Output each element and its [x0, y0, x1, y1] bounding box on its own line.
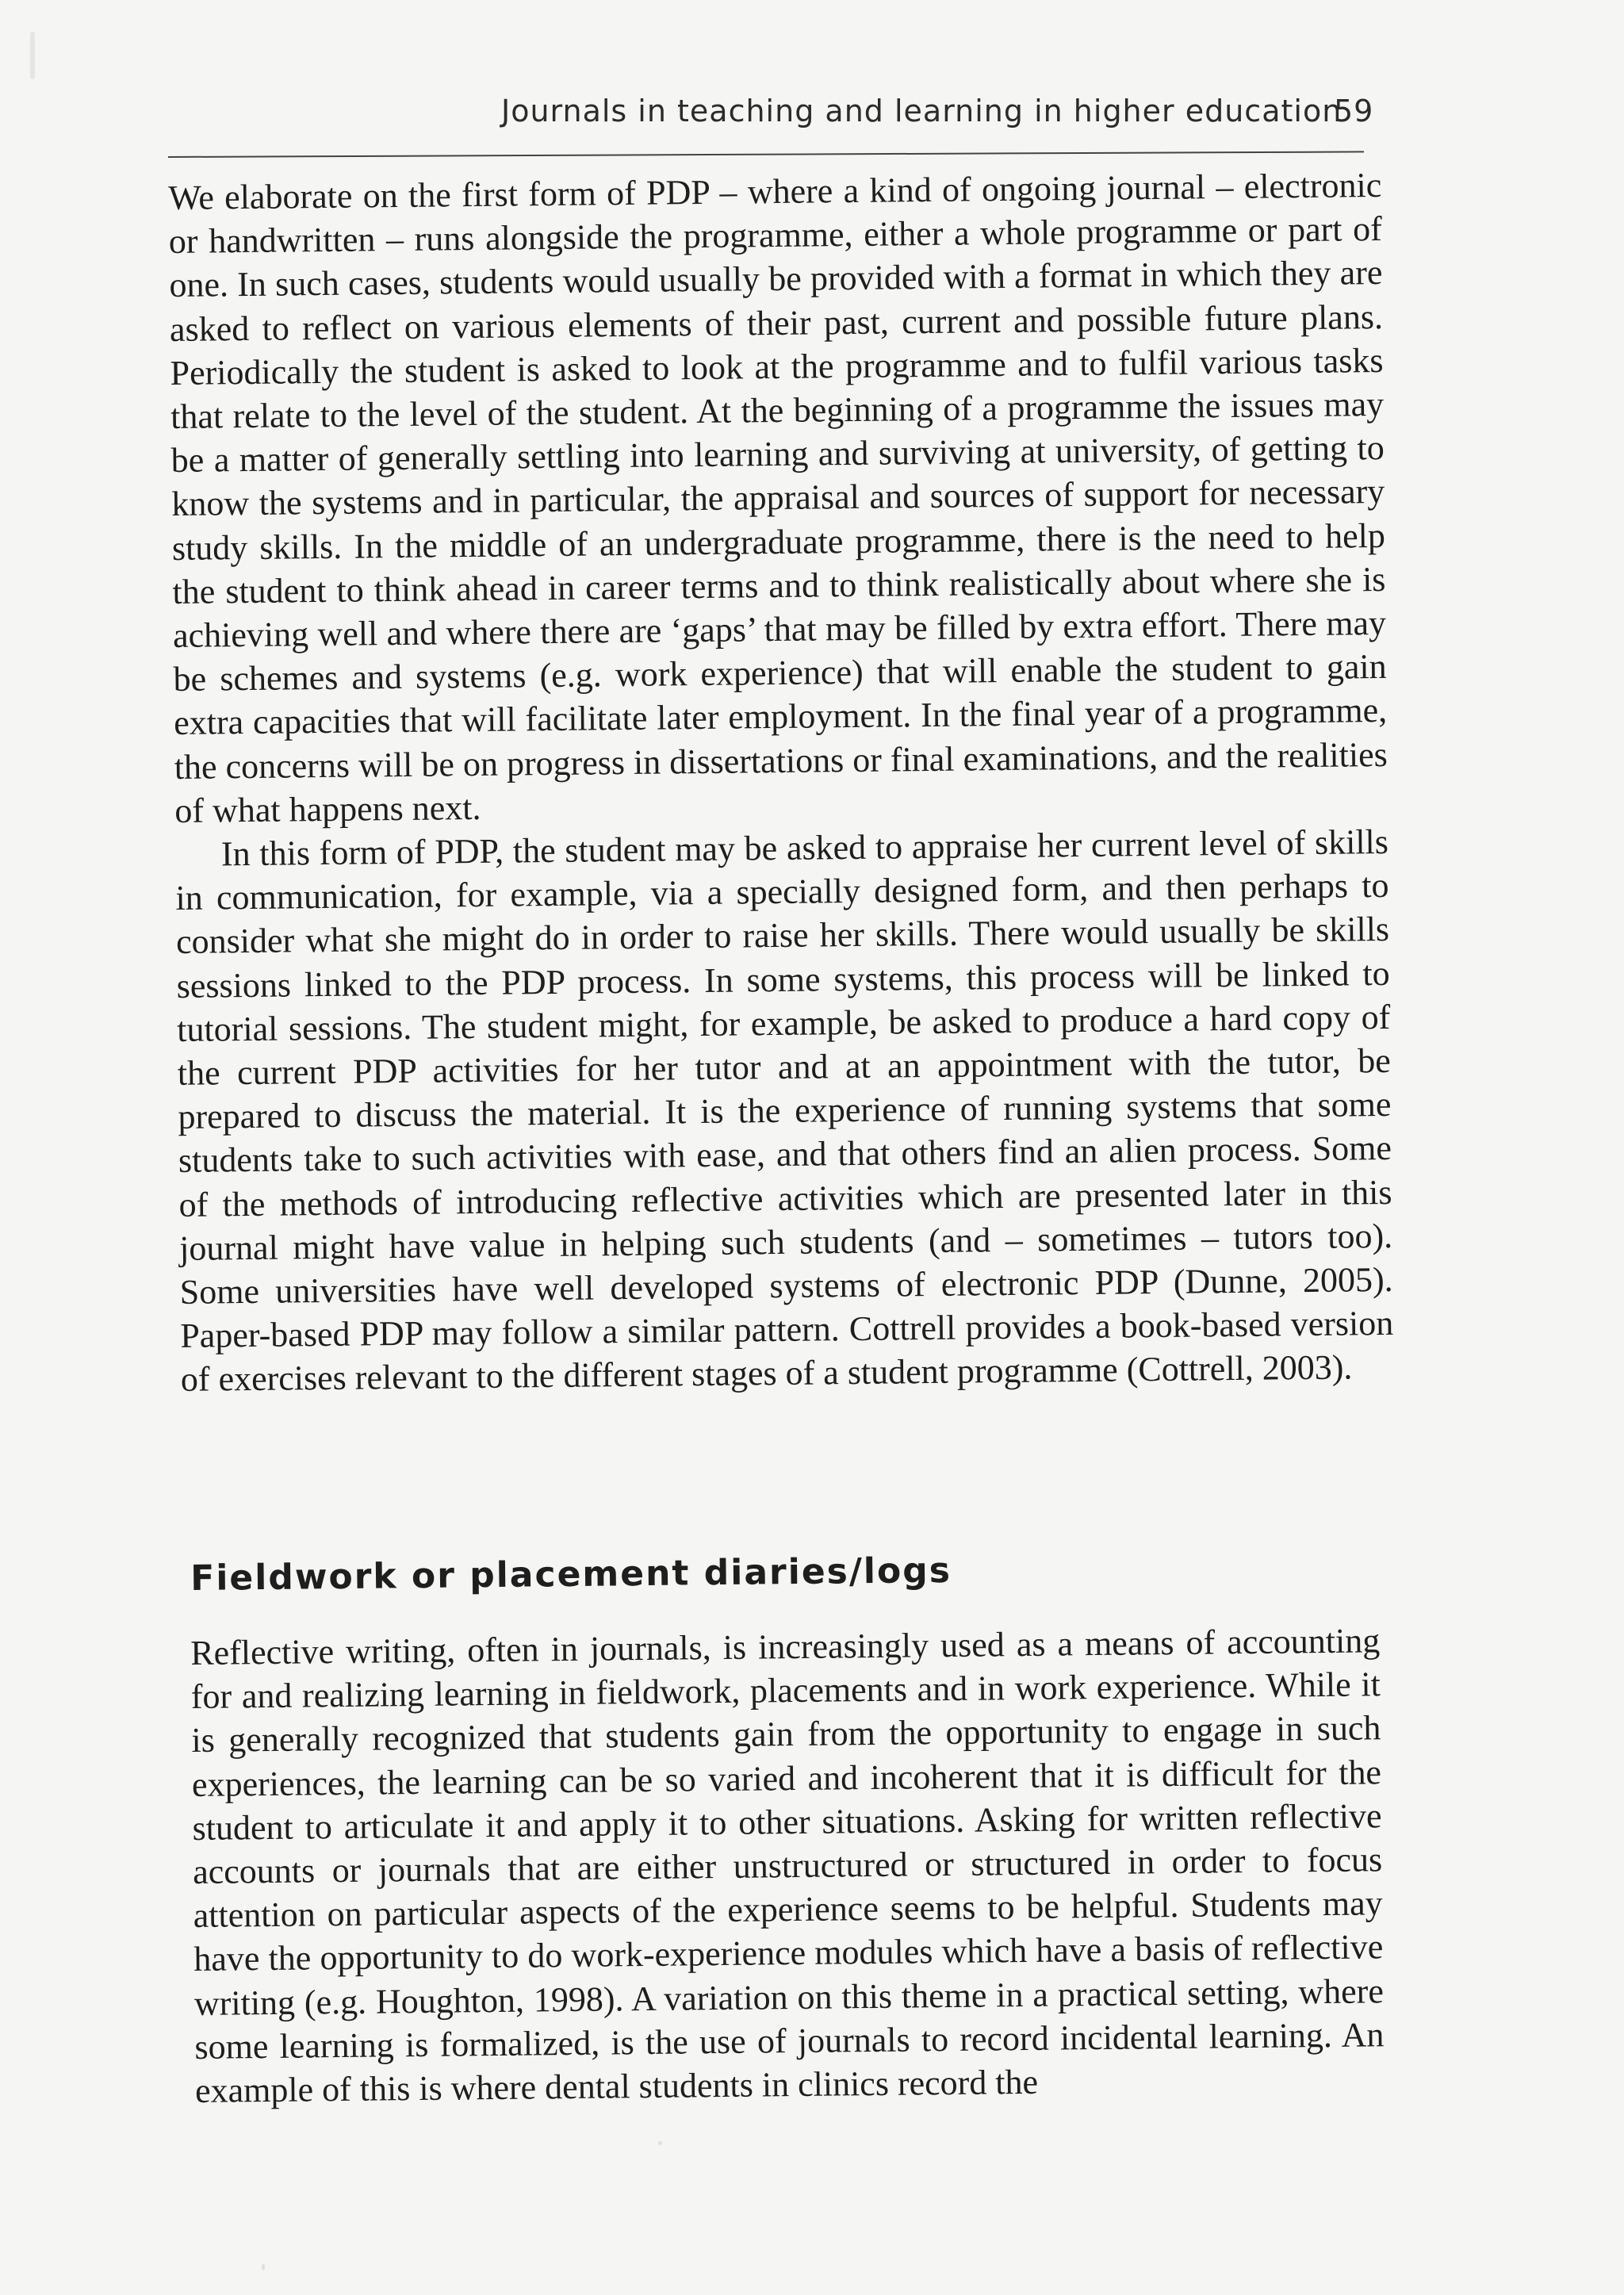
- running-head: [168, 94, 1374, 141]
- body-paragraph: In this form of PDP, the student may be asked to appraise her current level of skills in communication, for example, via a specially designed form, and then perhaps to consider what she might do in order to raise her skills. There would usually be skills sessions linked to the PDP process. In some systems, this process will be linked to tutorial sessions. The student might, for example, be asked to produce a hard copy of the current PDP activities for her tutor and at an appointment with the tutor, be prepared to discuss the material. It is the experience of running systems that some students take to such activities with ease, and that others find an alien process. Some of the methods of introducing reflective activities which are presented later in this journal might have value in helping such students (and – sometimes – tutors too). Some universities have well developed systems of electronic PDP (Dunne, 2005). Paper-based PDP may follow a similar pattern. Cottrell provides a book-based version of exercises relevant to the different stages of a student programme (Cottrell, 2003).: [175, 822, 1394, 1400]
- body-text: [168, 163, 1394, 1402]
- page-number: 59: [1334, 94, 1374, 128]
- section-text: [190, 1619, 1385, 2113]
- scan-speck: [262, 2264, 265, 2270]
- header-rule: [168, 151, 1364, 158]
- scan-speck: [658, 2141, 662, 2145]
- section-heading: Fieldwork or placement diaries/logs: [190, 1550, 952, 1599]
- section-paragraph: Reflective writing, often in journals, is increasingly used as a means of accounting for and realizing learning in fieldwork, placements and in work experience. While it is generally recognized that students gain from the opportunity to engage in such experiences, the learning can be so varied and incoherent that it is difficult for the student to articulate it and apply it to other situations. Asking for written reflective accounts or journals that are either unstructured or structured in order to focus attention on particular aspects of the experience seems to be helpful. Students may have the opportunity to do work-experience modules which have a basis of reflective writing (e.g. Houghton, 1998). A variation on this theme in a practical setting, where some learning is formalized, is the use of journals to record incidental learning. An example of this is where dental students in clinics record the: [190, 1621, 1385, 2110]
- scan-speck: [30, 32, 35, 79]
- running-title: Journals in teaching and learning in higher education: [501, 94, 1342, 128]
- body-paragraph: We elaborate on the first form of PDP – where a kind of ongoing journal – electronic or handwritten – runs alongside the programme, either a whole programme or part of one. In such cases, students would usually be provided with a format in which they are asked to reflect on various elements of their past, current and possible future plans. Periodically the student is asked to look at the programme and to fulfil various tasks that relate to the level of the student. At the beginning of a programme the issues may be a matter of generally settling into learning and surviving at university, of getting to know the systems and in particular, the appraisal and sources of support for necessary study skills. In the middle of an undergraduate programme, there is the need to help the student to think ahead in career terms and to think realistically about where she is achieving well and where there are ‘gaps’ that may be filled by extra effort. There may be schemes and systems (e.g. work experience) that will enable the student to gain extra capacities that will facilitate later employment. In the final year of a programme, the concerns will be on progress in dissertations or final examinations, and the realities of what happens next.: [168, 165, 1388, 830]
